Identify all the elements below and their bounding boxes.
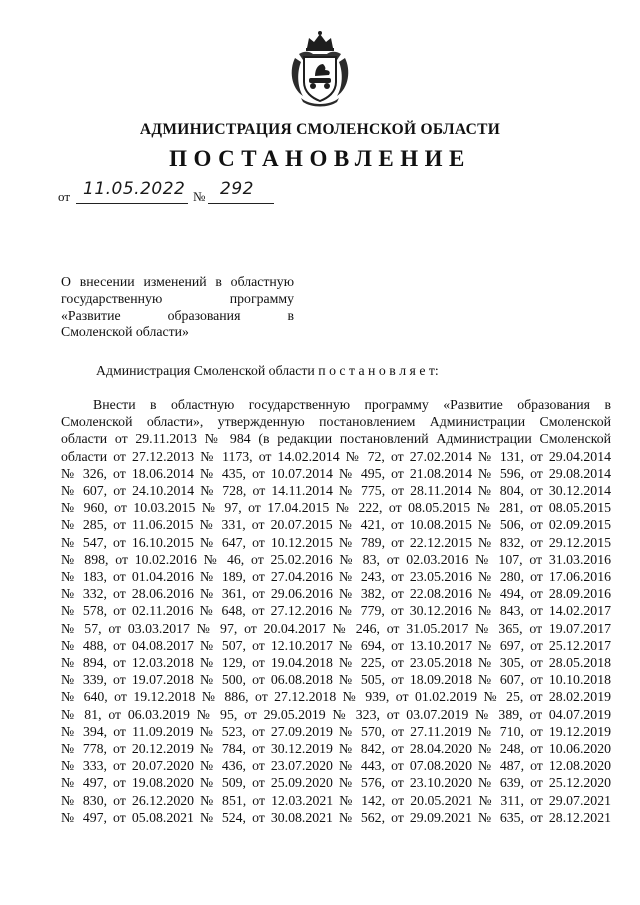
body-line: № 333, от 20.07.2020 № 436, от 23.07.2020 № 443, от 07.08.2020 № 487, от 12.08.2020 [61,758,611,774]
handwritten-number: 292 [220,179,254,199]
body-line: № 578, от 02.11.2016 № 648, от 27.12.2016 № 779, от 30.12.2016 № 843, от 14.02.2017 [61,603,611,619]
body-line: № 640, от 19.12.2018 № 886, от 27.12.2018 № 939, от 01.02.2019 № 25, от 28.02.2019 [61,689,611,705]
body-line: № 326, от 18.06.2014 № 435, от 10.07.2014 № 495, от 21.08.2014 № 596, от 29.08.2014 [61,465,611,481]
body-line: № 778, от 20.12.2019 № 784, от 30.12.2019 № 842, от 28.04.2020 № 248, от 10.06.2020 [61,741,611,757]
subject-line: «Развитие образования в [61,307,294,323]
body-line: № 894, от 12.03.2018 № 129, от 19.04.2018 № 225, от 23.05.2018 № 305, от 28.05.2018 [61,655,611,671]
number-underline [208,203,274,204]
body-paragraph [61,396,611,826]
dateline [58,179,298,207]
subject-line: государственную программу [61,290,294,306]
body-line: № 394, от 11.09.2019 № 523, от 27.09.2019 № 570, от 27.11.2019 № 710, от 19.12.2019 [61,723,611,739]
body-line: № 497, от 05.08.2021 № 524, от 30.08.2021 № 562, от 29.09.2021 № 635, от 28.12.2021 [61,809,611,825]
subject-line: О внесении изменений в областную [61,274,294,289]
body-line: № 285, от 11.06.2015 № 331, от 20.07.2015 № 421, от 10.08.2015 № 506, от 02.09.2015 [61,517,611,533]
body-line: Внести в областную государственную программу «Развитие образования в [93,397,611,412]
body-line: № 497, от 19.08.2020 № 509, от 25.09.2020 № 576, от 23.10.2020 № 639, от 25.12.2020 [61,775,611,791]
body-line: № 607, от 24.10.2014 № 728, от 14.11.2014 № 775, от 28.11.2014 № 804, от 30.12.2014 [61,483,611,499]
body-line: № 547, от 16.10.2015 № 647, от 10.12.2015 № 789, от 22.12.2015 № 832, от 29.12.2015 [61,534,611,550]
date-underline [76,203,188,204]
body-line: № 488, от 04.08.2017 № 507, от 12.10.2017 № 694, от 13.10.2017 № 697, от 25.12.2017 [61,637,611,653]
body-line: Смоленской области», утвержденную постановлением Администрации Смоленской [61,414,611,430]
handwritten-date: 11.05.2022 [83,179,186,199]
body-line: № 960, от 10.03.2015 № 97, от 17.04.2015 № 222, от 08.05.2015 № 281, от 08.05.2015 [61,500,611,516]
body-line: № 339, от 19.07.2018 № 500, от 06.08.2018 № 505, от 18.09.2018 № 607, от 10.10.2018 [61,672,611,688]
date-from-label: от [58,189,71,204]
subject-line: Смоленской области» [61,324,189,340]
body-line: № 81, от 06.03.2019 № 95, от 29.05.2019 № 323, от 03.07.2019 № 389, от 04.07.2019 [61,706,611,722]
body-line: № 830, от 26.12.2020 № 851, от 12.03.2021 № 142, от 20.05.2021 № 311, от 29.07.2021 [61,792,611,808]
document-subject [61,274,294,341]
document-type-title: ПОСТАНОВЛЕНИЕ [169,146,471,171]
body-line: № 332, от 28.06.2016 № 361, от 29.06.2016 № 382, от 22.08.2016 № 494, от 28.09.2016 [61,586,611,602]
body-line: № 898, от 10.02.2016 № 46, от 25.02.2016 № 83, от 02.03.2016 № 107, от 31.03.2016 [61,551,611,567]
body-line: № 57, от 03.03.2017 № 97, от 20.04.2017 № 246, от 31.05.2017 № 365, от 19.07.2017 [61,620,611,636]
number-label: № [193,189,206,204]
body-line: № 183, от 01.04.2016 № 189, от 27.04.2016 № 243, от 23.05.2016 № 280, от 17.06.2016 [61,569,611,585]
organization-title: АДМИНИСТРАЦИЯ СМОЛЕНСКОЙ ОБЛАСТИ [139,121,501,138]
body-line: области от 27.12.2013 № 1173, от 14.02.2014 № 72, от 27.02.2014 № 131, от 29.04.2014 [61,448,611,464]
body-line: области от 29.11.2013 № 984 (в редакции постановлений Администрации Смоленской [61,431,611,447]
decree-statement: Администрация Смоленской области п о с т а н о в л я е т: [96,363,439,378]
coat-of-arms-icon [285,30,355,108]
